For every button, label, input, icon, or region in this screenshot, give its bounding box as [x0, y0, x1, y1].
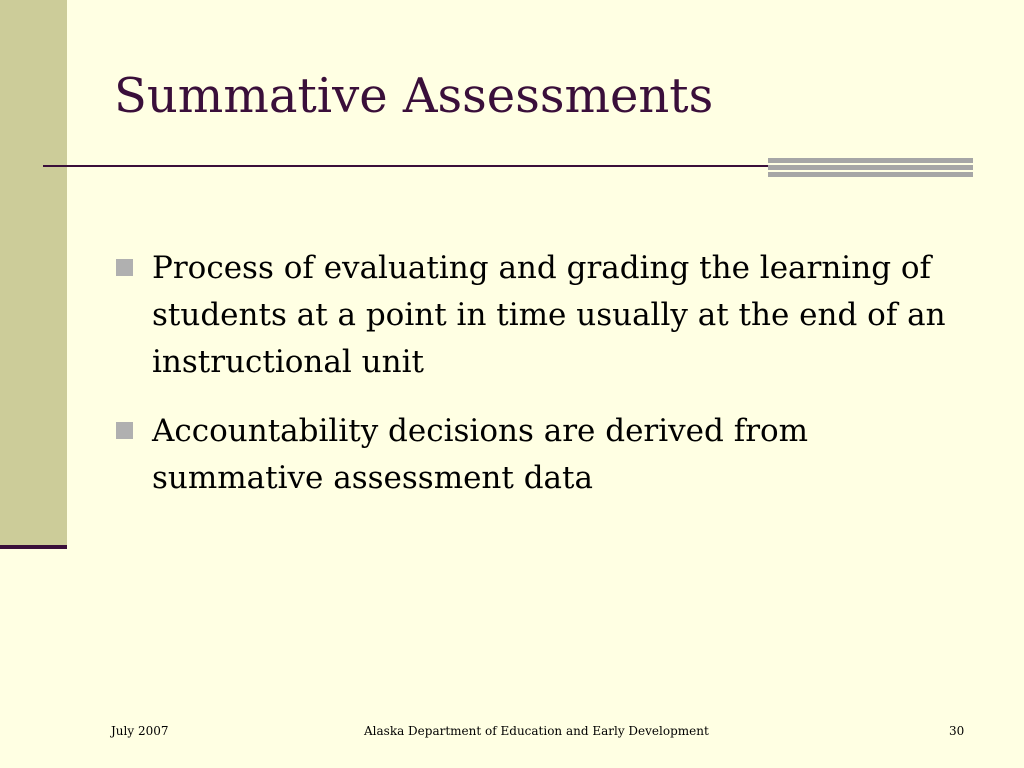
left-decorative-band	[0, 0, 67, 545]
square-bullet-icon	[116, 422, 133, 439]
slide-number: 30	[949, 724, 965, 738]
bullet-list	[116, 245, 976, 502]
bullet-item	[116, 245, 976, 386]
left-accent-bar	[0, 545, 67, 549]
title-accent-bars	[768, 158, 973, 179]
square-bullet-icon	[116, 259, 133, 276]
slide-title: Summative Assessments	[114, 68, 714, 124]
bullet-text: Process of evaluating and grading the learning of students at a point in time usually at the end of an instructional unit	[152, 250, 946, 380]
bullet-text: Accountability decisions are derived from summative assessment data	[152, 413, 809, 496]
footer-organization: Alaska Department of Education and Early Development	[364, 724, 709, 738]
bullet-item	[116, 408, 976, 502]
footer-date: July 2007	[111, 724, 169, 738]
